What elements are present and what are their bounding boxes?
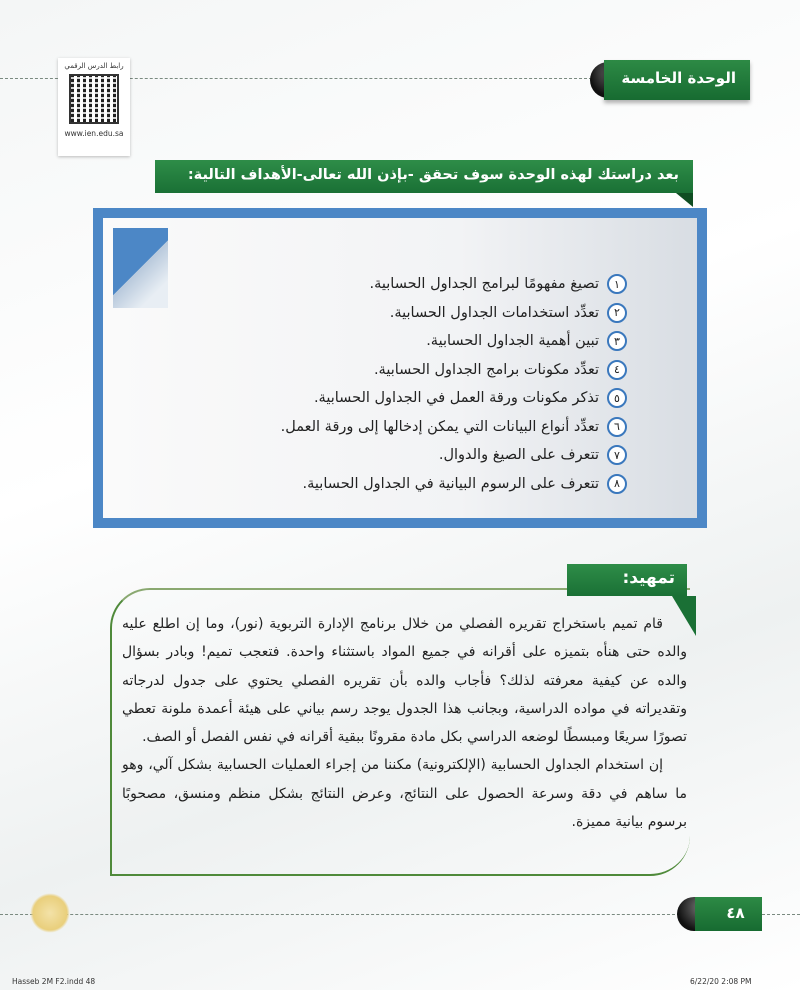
- qr-url[interactable]: www.ien.edu.sa: [64, 129, 124, 138]
- qr-code-icon[interactable]: [69, 74, 119, 124]
- objectives-panel: [93, 208, 707, 528]
- unit-tab: [590, 60, 750, 100]
- objective-text: تعدِّد مكونات برامج الجداول الحسابية.: [373, 361, 599, 378]
- objective-item: [281, 299, 627, 328]
- intro-paragraph: إن استخدام الجداول الحسابية (الإلكترونية) مكننا من إجراء العمليات الحسابية بشكل آلي، وهو ما ساهم في دقة وسرعة الحصول على النتائج، وعرض النتائج بشكل منظم ومنسق، مصحوبًا برسوم بيانية مميزة.: [122, 757, 687, 831]
- objective-item: [281, 441, 627, 470]
- ministry-logo-icon: [30, 893, 70, 933]
- objective-item: [281, 356, 627, 385]
- qr-title: رابط الدرس الرقمي: [64, 62, 124, 70]
- objective-item: [281, 413, 627, 442]
- objective-number: ٢: [607, 303, 627, 323]
- objective-text: تذكر مكونات ورقة العمل في الجداول الحسابية.: [313, 390, 599, 407]
- objective-number: ٧: [607, 445, 627, 465]
- banner-fold: [676, 193, 693, 207]
- footer-timestamp: 6/22/20 2:08 PM: [690, 977, 752, 986]
- intro-heading: تمهيد:: [567, 564, 687, 596]
- objective-number: ٣: [607, 331, 627, 351]
- objectives-list: [281, 270, 627, 498]
- objective-item: [281, 270, 627, 299]
- objective-item: [281, 327, 627, 356]
- footer-file: Hasseb 2M F2.indd 48: [12, 977, 96, 986]
- qr-card[interactable]: [58, 58, 130, 156]
- page-number-tab: [677, 897, 762, 931]
- intro-paragraph: قام تميم باستخراج تقريره الفصلي من خلال برنامج الإدارة التربوية (نور)، وما إن اطلع عليه والده حتى هنأه بتميزه على أقرانه في جميع المواد باستثناء واحدة. فتعجب تميم! وبادر بسؤال والده عن كيفية معرفته لذلك؟ فأجاب والده بأن تقريره الفصلي يحتوي على جدول لدرجاته وتقديراته في مواده الدراسية، وبجانب هذا الجدول يوجد رسم بياني على هيئة أعمدة ملونة تعطي تصورًا سريعًا ومبسطًا لوضعه الدراسي بكل مادة مقرونًا ببقية أقرانه في نفس الفصل أو الصف.: [122, 616, 687, 746]
- footer-divider-right: [762, 914, 800, 915]
- objective-number: ٥: [607, 388, 627, 408]
- objectives-heading: بعد دراستك لهذه الوحدة سوف تحقق -بإذن الله تعالى-الأهداف التالية:: [155, 160, 693, 193]
- intro-body: [122, 610, 687, 836]
- objective-text: تصيغ مفهومًا لبرامج الجداول الحسابية.: [369, 276, 599, 293]
- footer-divider: [0, 914, 680, 915]
- objective-text: تعدِّد أنواع البيانات التي يمكن إدخالها إلى ورقة العمل.: [280, 418, 599, 435]
- page-number: ٤٨: [695, 897, 762, 931]
- objective-number: ٨: [607, 474, 627, 494]
- objective-text: تبين أهمية الجداول الحسابية.: [426, 333, 599, 350]
- page-curl-decoration: [113, 228, 168, 308]
- objective-number: ٦: [607, 417, 627, 437]
- objective-item: [281, 384, 627, 413]
- objective-item: [281, 470, 627, 499]
- objective-text: تعدِّد استخدامات الجداول الحسابية.: [389, 304, 599, 321]
- objective-number: ٤: [607, 360, 627, 380]
- objective-text: تتعرف على الصيغ والدوال.: [438, 447, 599, 464]
- objective-number: ١: [607, 274, 627, 294]
- unit-label: الوحدة الخامسة: [604, 60, 750, 100]
- objective-text: تتعرف على الرسوم البيانية في الجداول الحسابية.: [302, 475, 599, 492]
